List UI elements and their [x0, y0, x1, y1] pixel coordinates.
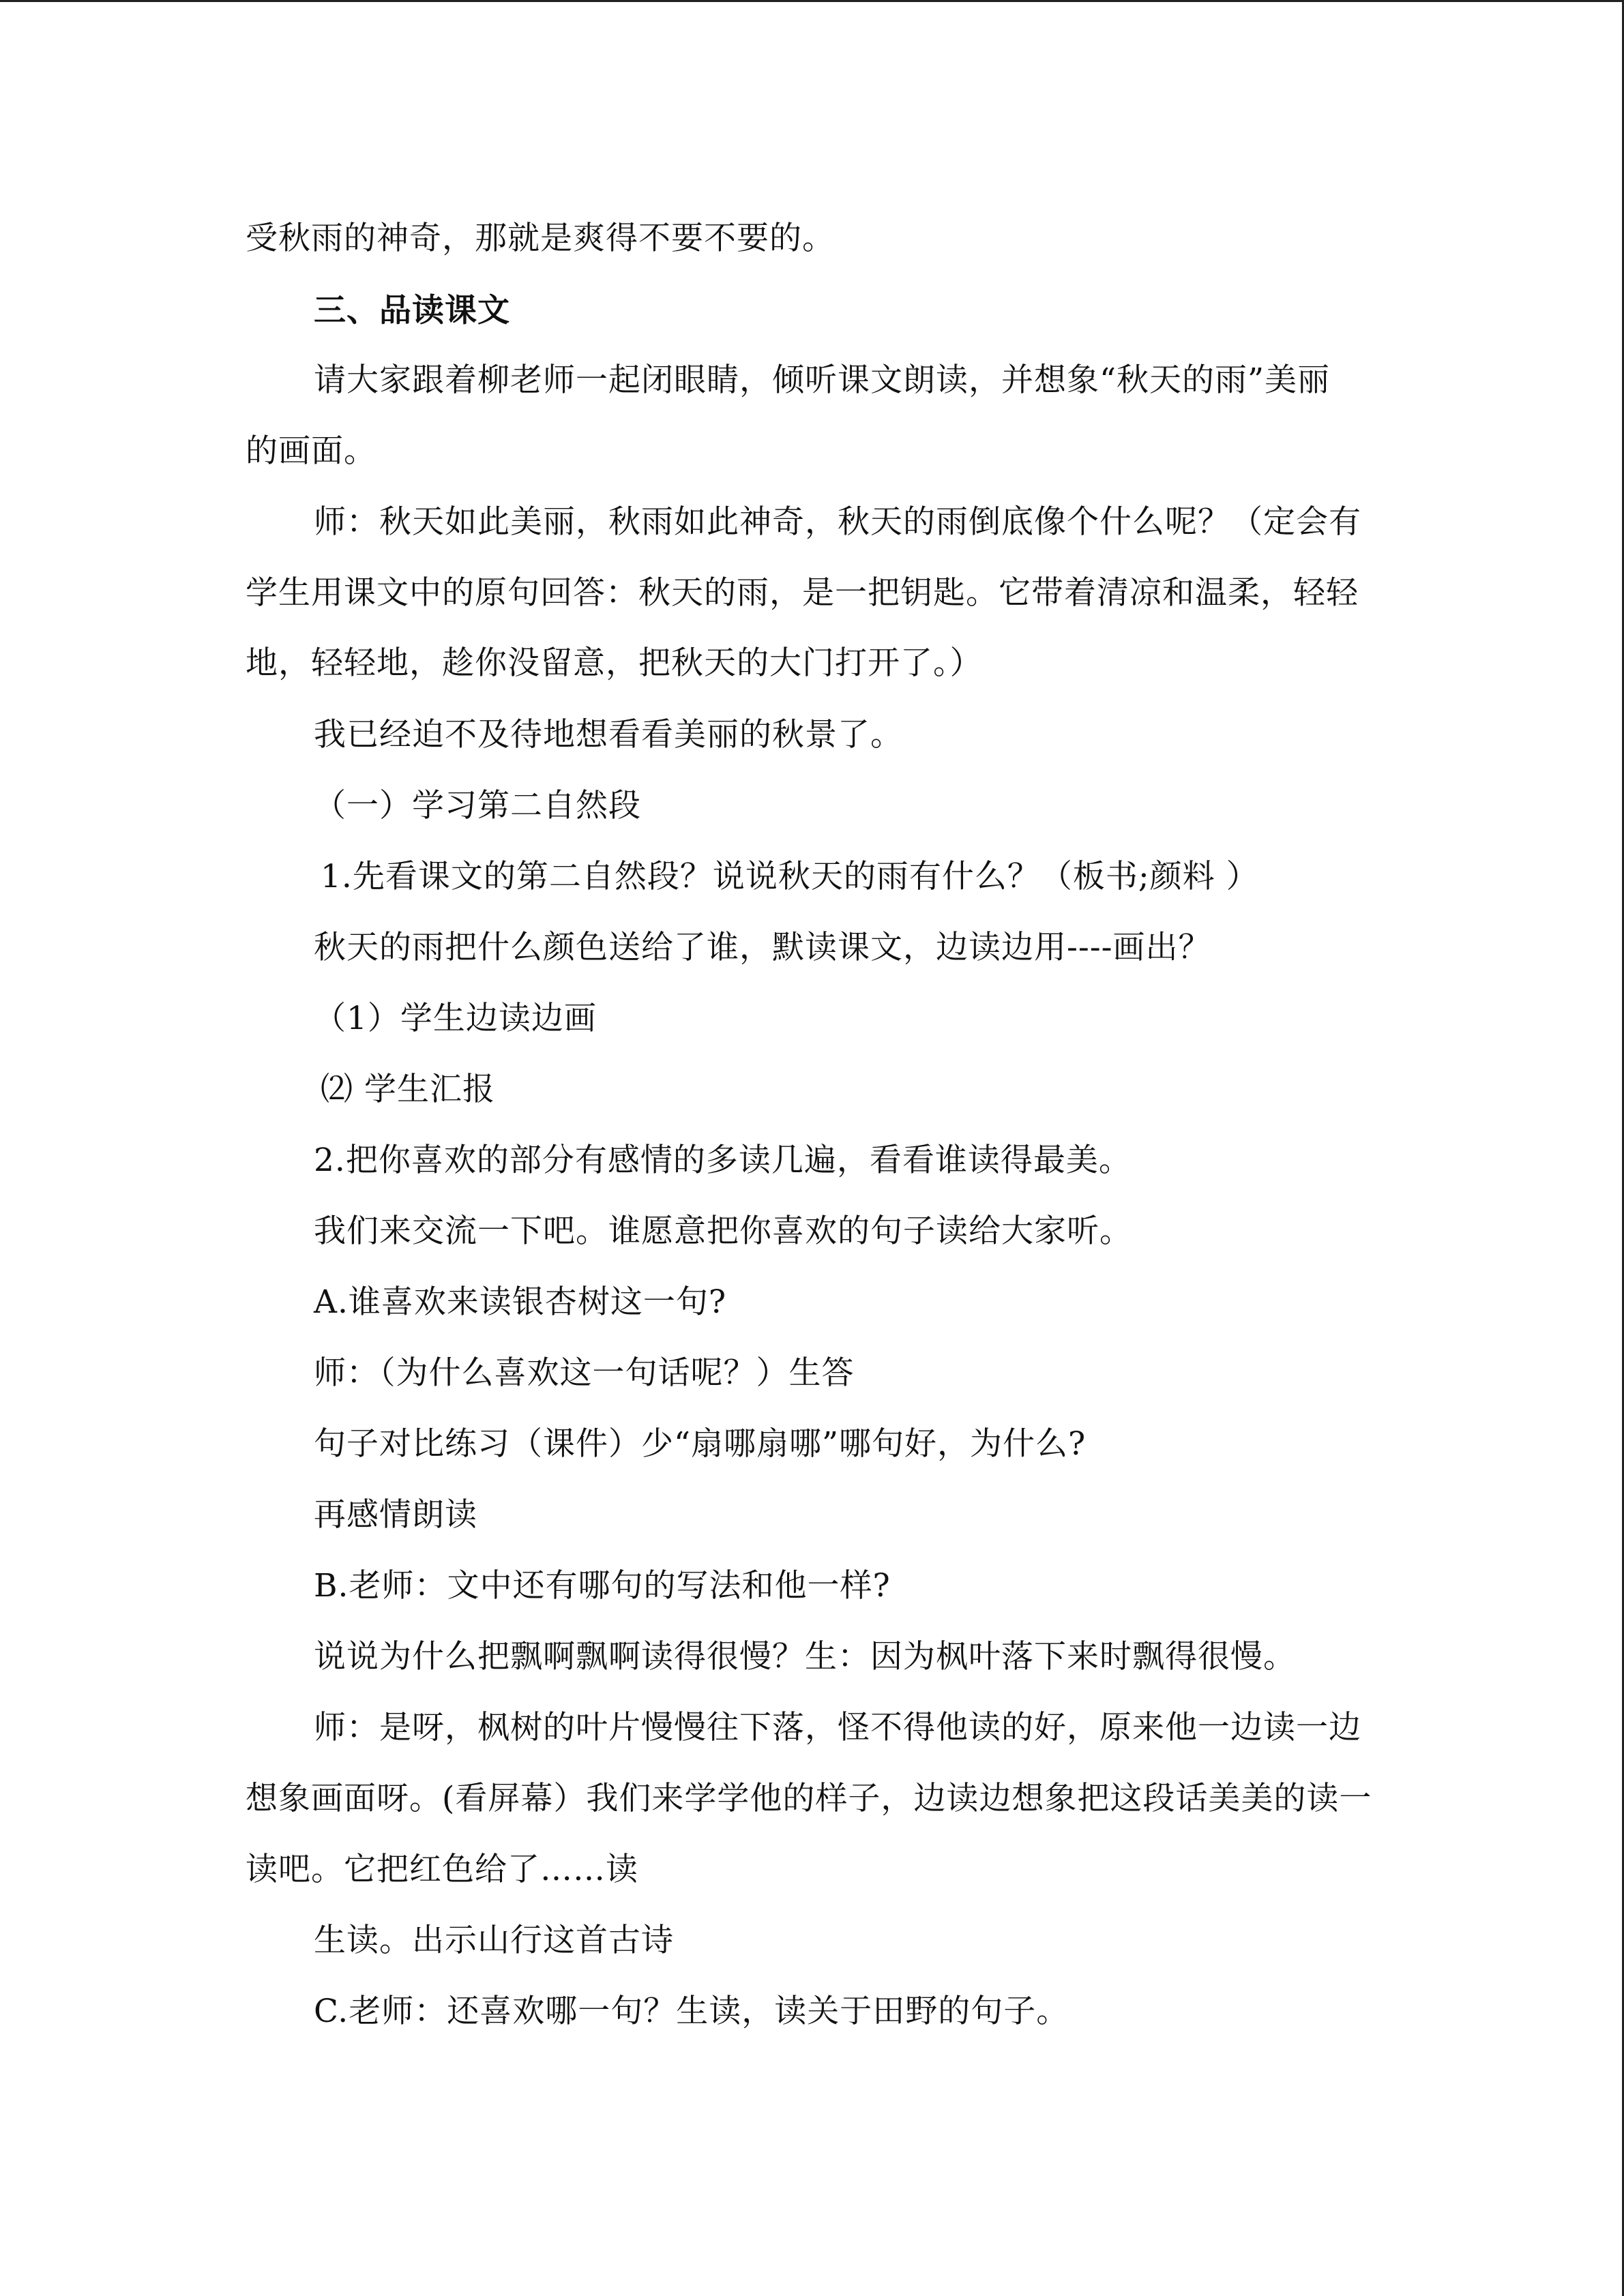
- paragraph-line: 我们来交流一下吧。谁愿意把你喜欢的句子读给大家听。: [314, 1212, 1132, 1250]
- paragraph-line: 句子对比练习（课件）少“扇哪扇哪”哪句好，为什么?: [314, 1425, 1087, 1463]
- paragraph-line: 请大家跟着柳老师一起闭眼睛，倾听课文朗读，并想象“秋天的雨”美丽: [314, 361, 1331, 399]
- paragraph-line: 再感情朗读: [314, 1496, 477, 1534]
- paragraph-line: 师：（为什么喜欢这一句话呢？）生答: [314, 1354, 855, 1392]
- list-item: （1）学生边读边画: [314, 1000, 597, 1037]
- page-border-top: [0, 0, 1624, 2]
- text-line: 的画面。: [246, 432, 377, 470]
- lettered-item: C.老师：还喜欢哪一句？生读，读关于田野的句子。: [314, 1993, 1069, 2030]
- text-line: 学生用课文中的原句回答：秋天的雨，是一把钥匙。它带着清凉和温柔，轻轻: [246, 574, 1359, 612]
- lettered-item: A.谁喜欢来读银杏树这一句?: [314, 1283, 727, 1321]
- numbered-item: 1.先看课文的第二自然段？说说秋天的雨有什么？（板书;颜料 ）: [321, 858, 1259, 895]
- list-item: ⑵ 学生汇报: [321, 1071, 495, 1108]
- paragraph-line: 师：是呀，枫树的叶片慢慢往下落，怪不得他读的好，原来他一边读一边: [314, 1709, 1361, 1746]
- paragraph-line: 秋天的雨把什么颜色送给了谁，默读课文，边读边用----画出？: [314, 929, 1211, 966]
- subsection-heading: （一）学习第二自然段: [314, 787, 641, 824]
- lettered-item: B.老师：文中还有哪句的写法和他一样?: [314, 1567, 891, 1605]
- paragraph-line: 我已经迫不及待地想看看美丽的秋景了。: [314, 716, 903, 754]
- section-heading: 三、品读课文: [314, 292, 510, 329]
- text-line: 受秋雨的神奇，那就是爽得不要不要的。: [246, 220, 835, 257]
- numbered-item: 2.把你喜欢的部分有感情的多读几遍，看看谁读得最美。: [314, 1142, 1132, 1179]
- text-line: 读吧。它把红色给了……读: [246, 1851, 638, 1888]
- paragraph-line: 师：秋天如此美丽，秋雨如此神奇，秋天的雨倒底像个什么呢？（定会有: [314, 503, 1361, 541]
- paragraph-line: 说说为什么把飘啊飘啊读得很慢？生：因为枫叶落下来时飘得很慢。: [314, 1638, 1296, 1675]
- text-line: 想象画面呀。(看屏幕）我们来学学他的样子，边读边想象把这段话美美的读一: [246, 1780, 1372, 1817]
- text-line: 地，轻轻地，趁你没留意，把秋天的大门打开了。）: [246, 644, 983, 682]
- paragraph-line: 生读。出示山行这首古诗: [314, 1922, 674, 1959]
